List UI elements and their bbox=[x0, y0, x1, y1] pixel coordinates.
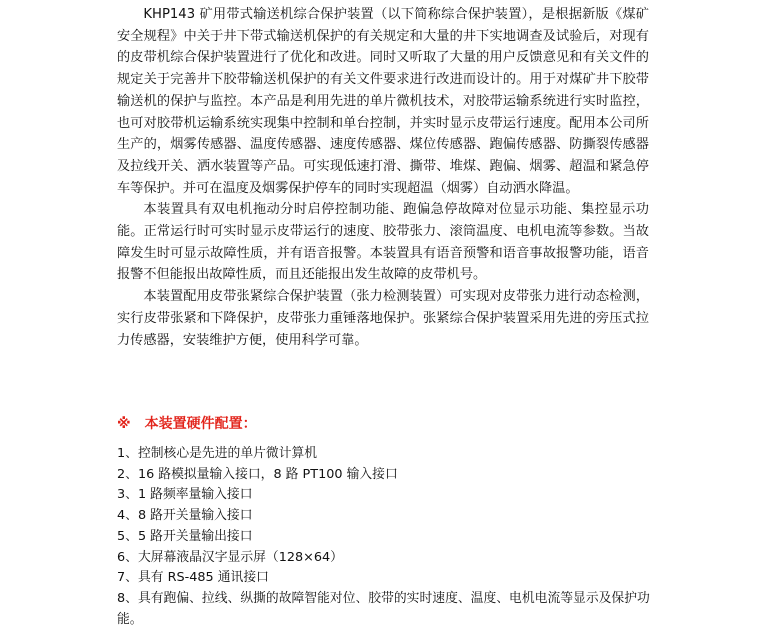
list-item: 3、1 路频率量输入接口 bbox=[117, 487, 253, 503]
list-item: 4、8 路开关量输入接口 bbox=[117, 508, 253, 524]
list-item: 6、大屏幕液晶汉字显示屏（128×64） bbox=[117, 549, 343, 565]
paragraph-product-overview: KHP143 矿用带式输送机综合保护装置（以下简称综合保护装置），是根据新版《煤矿安全规程》中关于井下带式输送机保护的有关规定和大量的井下实地调查及试验后，对现有的皮带机综合保护装置进行了优化和改进。同时又听取了大量的用户反馈意见和有关文件的规定关于完善井下胶带输送机保护的有关文件要求进行改进而设计的。用于对煤矿井下胶带输送机的保护与监控。本产品是利用先进的单片微机技术，对胶带运输系统进行实时监控，也可对胶带机运输系统实现集中控制和单台控制，并实时显示皮带运行速度。配用本公司所生产的，烟雾传感器、温度传感器、速度传感器、煤位传感器、跑偏传感器、防撕裂传感器及拉线开关、洒水装置等产品。可实现低速打滑、撕带、堆煤、跑偏、烟雾、超温和紧急停车等保护。并可在温度及烟雾保护停车的同时实现超温（烟雾）自动洒水降温。 bbox=[117, 7, 649, 196]
reference-mark-icon: ※ bbox=[117, 416, 131, 432]
list-item: 2、16 路模拟量输入接口，8 路 PT100 输入接口 bbox=[117, 466, 398, 482]
paragraph-tension-device: 本装置配用皮带张紧综合保护装置（张力检测装置）可实现对皮带张力进行动态检测，实行皮带张紧和下降保护，皮带张力重锤落地保护。张紧综合保护装置采用先进的旁压式拉力传感器，安装维护方便，使用科学可靠。 bbox=[117, 289, 649, 348]
list-item: 5、5 路开关量输出接口 bbox=[117, 528, 253, 544]
hardware-section-heading bbox=[117, 413, 257, 433]
hardware-section-title: 本装置硬件配置： bbox=[144, 416, 257, 432]
paragraph-functions: 本装置具有双电机拖动分时启停控制功能、跑偏急停故障对位显示功能、集控显示功能。正常运行时可实时显示皮带运行的速度、胶带张力、滚筒温度、电机电流等参数。当故障发生时可显示故障性质，并有语音报警。本装置具有语音预警和语音事故报警功能，语音报警不但能报出故障性质，而且还能报出发生故障的皮带机号。 bbox=[117, 202, 649, 283]
list-item: 1、控制核心是先进的单片微计算机 bbox=[117, 446, 318, 461]
list-item: 8、具有跑偏、拉线、纵撕的故障智能对位、胶带的实时速度、温度、电机电流等显示及保护功能。 bbox=[117, 590, 650, 627]
intro-text bbox=[117, 4, 649, 351]
list-item: 7、具有 RS-485 通讯接口 bbox=[117, 570, 269, 586]
hardware-list bbox=[117, 444, 657, 630]
